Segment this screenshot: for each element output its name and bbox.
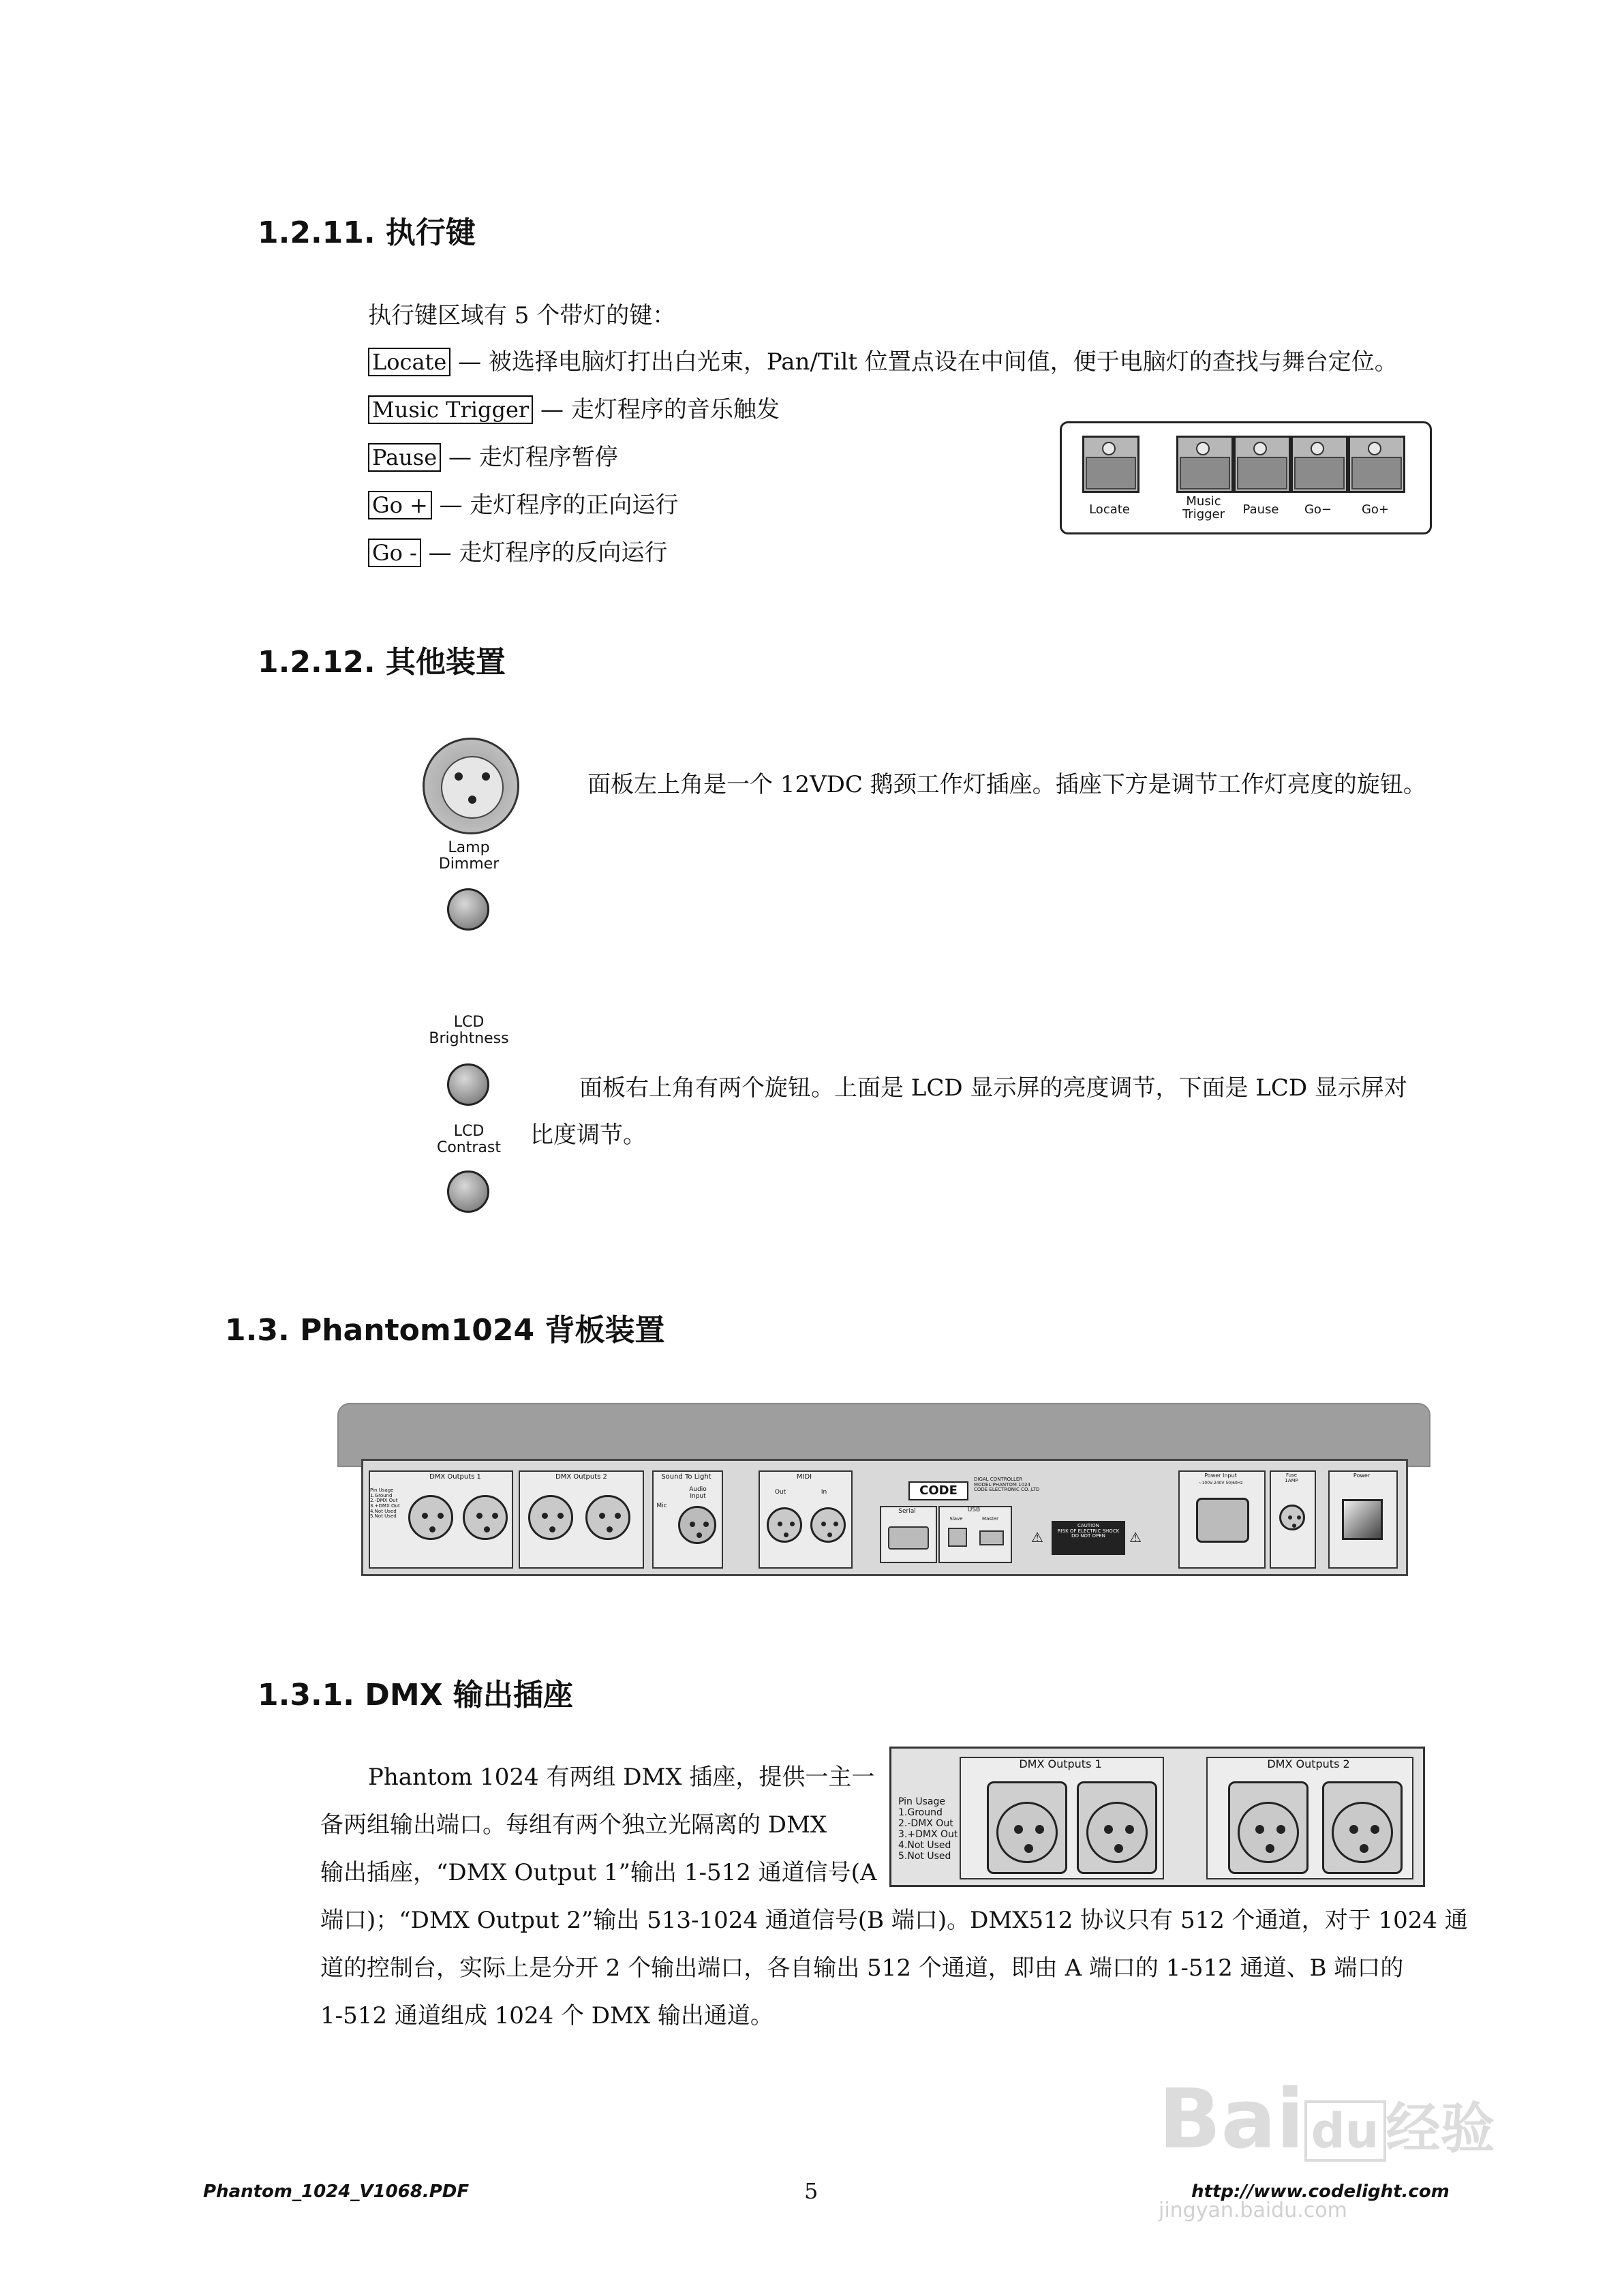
- rear-caution-label: CAUTION RISK OF ELECTRIC SHOCK DO NOT OPEN: [1052, 1521, 1125, 1555]
- item-go-plus: [368, 489, 678, 522]
- pin-icon: [607, 1526, 613, 1532]
- rear-serial-label: Serial: [898, 1508, 916, 1515]
- pin-icon: [557, 1513, 564, 1519]
- rear-fuse-label: Fuse 1AMP: [1285, 1472, 1298, 1483]
- fig-pin-usage: Pin Usage 1.Ground 2.-DMX Out 3.+DMX Out 4.Not Used 5.Not Used: [898, 1796, 958, 1862]
- lamp-dimmer-knob: [447, 888, 489, 931]
- panel-label-go-plus: Go+: [1361, 502, 1390, 517]
- rear-dmx2-label: DMX Outputs 2: [555, 1473, 607, 1481]
- dmx-para-line5: 道的控制台，实际上是分开 2 个输出端口，各自输出 512 个通道，即由 A 端口的 1-512 通道、B 端口的: [320, 1954, 1404, 1982]
- heading-1-3-1: 1.3.1. DMX 输出插座: [258, 1678, 573, 1712]
- lamp-description: 面板左上角是一个 12VDC 鹅颈工作灯插座。插座下方是调节工作灯亮度的旋钮。: [587, 771, 1426, 798]
- pin-icon: [1292, 1524, 1296, 1528]
- key-label-locate: Locate: [368, 348, 450, 376]
- rear-midi-in-label: In: [821, 1489, 827, 1496]
- rear-dmx2a-icon: [528, 1495, 573, 1540]
- panel-label-music-trigger: Music Trigger: [1182, 494, 1225, 522]
- pin-icon: [1266, 1844, 1274, 1853]
- rear-mic-label: Mic: [656, 1502, 667, 1509]
- rear-dmx1-label: DMX Outputs 1: [429, 1473, 481, 1481]
- pin-icon: [1297, 1515, 1301, 1520]
- pin-icon: [1114, 1844, 1123, 1853]
- pin-icon: [1104, 1825, 1113, 1834]
- pin-icon: [778, 1522, 782, 1526]
- rear-model-text: DIGAL CONTROLLER MODEL:PHANTOM 1024 CODE ELECTRONIC CO.,LTD: [974, 1477, 1040, 1493]
- rear-usb-label: USB: [967, 1507, 981, 1513]
- pin-icon: [422, 1513, 428, 1519]
- key-go-plus: [1348, 436, 1405, 493]
- rear-power-switch-icon: [1342, 1499, 1383, 1540]
- pin-icon: [690, 1522, 695, 1527]
- pin-icon: [1024, 1844, 1033, 1853]
- key-label-go-minus: Go -: [368, 539, 421, 567]
- intro-text: 执行键区域有 5 个带灯的键：: [368, 302, 676, 329]
- pin-icon: [1125, 1825, 1134, 1834]
- led-icon: [1311, 442, 1324, 455]
- panel-label-go-minus: Go−: [1304, 502, 1332, 517]
- lcd-brightness-label: LCD Brightness: [429, 1014, 509, 1048]
- fig-dmx1-label: DMX Outputs 1: [1019, 1757, 1102, 1770]
- pin-icon: [549, 1526, 555, 1532]
- pin-icon: [615, 1513, 621, 1519]
- rear-iec-socket-icon: [1196, 1498, 1249, 1543]
- rear-power-spec-label: ~100V-240V 50/60Hz: [1198, 1481, 1243, 1485]
- pin-icon: [438, 1513, 444, 1519]
- heading-1-2-11: 1.2.11. 执行键: [258, 215, 476, 250]
- footer-url: http://www.codelight.com: [1191, 2181, 1450, 2202]
- key-locate: [1082, 436, 1139, 493]
- rear-serial-port-icon: [888, 1526, 929, 1550]
- pin-icon: [784, 1532, 789, 1537]
- rear-midi-label: MIDI: [796, 1473, 812, 1481]
- lcd-brightness-knob: [447, 1063, 489, 1106]
- lcd-description-line2: 比度调节。: [530, 1121, 646, 1149]
- desc-go-minus: — 走灯程序的反向运行: [428, 539, 668, 567]
- key-label-pause: Pause: [368, 443, 441, 472]
- lcd-contrast-label: LCD Contrast: [436, 1123, 501, 1157]
- pin-icon: [1035, 1825, 1044, 1834]
- led-icon: [1253, 442, 1267, 455]
- lcd-contrast-knob: [447, 1170, 489, 1213]
- item-music-trigger: [368, 394, 780, 427]
- dmx-para-line2: 备两组输出端口。每组有两个独立光隔离的 DMX: [320, 1811, 827, 1839]
- rear-midi-out-icon: [767, 1507, 802, 1543]
- pin-icon: [1288, 1515, 1292, 1520]
- rear-pin-usage: Pin Usage 1.Ground 2.-DMX Out 3.+DMX Out 4.Not Used 5.Not Used: [370, 1487, 400, 1520]
- pin-icon: [484, 1526, 490, 1532]
- key-label-go-plus: Go +: [368, 491, 432, 519]
- rear-dmx1b-icon: [463, 1495, 508, 1540]
- pin-icon: [697, 1532, 702, 1538]
- pin-icon: [790, 1522, 795, 1526]
- pin-icon: [492, 1513, 498, 1519]
- pin-icon: [1014, 1825, 1023, 1834]
- footer-page-number: 5: [804, 2178, 818, 2204]
- rear-usb-master-label: Master: [982, 1516, 998, 1522]
- pin-icon: [476, 1513, 483, 1519]
- lcd-description-line1: 面板右上角有两个旋钮。上面是 LCD 显示屏的亮度调节，下面是 LCD 显示屏对: [579, 1074, 1407, 1102]
- pin-icon: [703, 1522, 709, 1527]
- led-icon: [1368, 442, 1381, 455]
- item-pause: [368, 442, 618, 474]
- led-icon: [1196, 442, 1210, 455]
- key-music-trigger: [1176, 436, 1234, 493]
- rear-usb-a-icon: [979, 1530, 1004, 1545]
- desc-go-plus: — 走灯程序的正向运行: [439, 492, 679, 519]
- baidu-watermark: [1159, 2072, 1495, 2167]
- fig-dmx2-label: DMX Outputs 2: [1267, 1757, 1350, 1770]
- heading-1-2-12: 1.2.12. 其他装置: [258, 645, 506, 680]
- pin-icon: [1349, 1825, 1358, 1834]
- pin-icon: [542, 1513, 548, 1519]
- pin-icon: [827, 1532, 832, 1537]
- footer-filename: Phantom_1024_V1068.PDF: [203, 2181, 470, 2202]
- rear-power-label: Power: [1353, 1472, 1371, 1479]
- rear-audio-jack-icon: [678, 1506, 716, 1544]
- watermark-url: jingyan.baidu.com: [1159, 2199, 1347, 2222]
- rear-panel-top: [337, 1403, 1430, 1467]
- pin-icon: [599, 1513, 605, 1519]
- rear-fuse-icon: [1279, 1505, 1305, 1530]
- execute-keys-figure: [1060, 421, 1432, 534]
- rear-code-logo: CODE: [908, 1481, 968, 1500]
- rear-midi-out-label: Out: [774, 1489, 786, 1496]
- dmx-para-line1: Phantom 1024 有两组 DMX 插座，提供一主一: [368, 1764, 875, 1791]
- pin-icon: [833, 1522, 838, 1526]
- warning-icon-left: ⚠: [1031, 1529, 1043, 1545]
- dmx-para-line3: 输出插座，“DMX Output 1”输出 1-512 通道信号(A: [320, 1859, 877, 1886]
- rear-power-input-label: Power Input: [1204, 1472, 1237, 1479]
- warning-icon-right: ⚠: [1129, 1529, 1142, 1545]
- rear-panel-figure: [361, 1459, 1408, 1576]
- led-icon: [1102, 442, 1116, 455]
- rear-dmx2b-icon: [585, 1495, 630, 1540]
- fig-dmx1a-icon: [996, 1802, 1058, 1863]
- panel-label-locate: Locate: [1089, 502, 1130, 517]
- pin-icon: [1371, 1825, 1379, 1834]
- rear-sound-label: Sound To Light: [661, 1473, 711, 1481]
- desc-music-trigger: — 走灯程序的音乐触发: [540, 396, 780, 423]
- pin-icon: [1360, 1844, 1368, 1853]
- fig-dmx2b-icon: [1332, 1802, 1393, 1863]
- rear-usb-slave-label: Slave: [949, 1516, 963, 1522]
- pin-icon: [821, 1522, 826, 1526]
- rear-midi-in-icon: [810, 1507, 846, 1543]
- dmx-outputs-figure: [889, 1747, 1425, 1887]
- lamp-dimmer-label: Lamp Dimmer: [438, 839, 500, 873]
- heading-1-3: 1.3. Phantom1024 背板装置: [225, 1313, 665, 1348]
- lamp-socket-icon: [423, 738, 519, 834]
- rear-audio-label: Audio Input: [689, 1486, 707, 1500]
- rear-usb-b-icon: [948, 1528, 967, 1547]
- dmx-para-line4: 端口)；“DMX Output 2”输出 513-1024 通道信号(B 端口)。DMX512 协议只有 512 个通道，对于 1024 通: [320, 1907, 1468, 1934]
- key-label-music-trigger: Music Trigger: [368, 395, 533, 424]
- watermark-jingyan: 经验: [1386, 2097, 1495, 2160]
- dmx-para-line6: 1-512 通道组成 1024 个 DMX 输出通道。: [320, 2002, 774, 2029]
- watermark-brand: Bai: [1159, 2072, 1304, 2167]
- desc-pause: — 走灯程序暂停: [448, 444, 618, 471]
- pin-icon: [1255, 1825, 1264, 1834]
- panel-label-pause: Pause: [1242, 502, 1279, 517]
- pin-icon: [1276, 1825, 1285, 1834]
- key-pause: [1234, 436, 1291, 493]
- item-go-minus: [368, 537, 667, 570]
- desc-locate: — 被选择电脑灯打出白光束，Pan/Tilt 位置点设在中间值，便于电脑灯的查找与舞台定位。: [458, 348, 1398, 376]
- item-locate: [368, 346, 1398, 379]
- key-go-minus: [1291, 436, 1348, 493]
- pin-icon: [429, 1526, 435, 1532]
- fig-dmx2a-icon: [1238, 1802, 1299, 1863]
- watermark-du: du: [1304, 2100, 1386, 2162]
- rear-dmx1a-icon: [408, 1495, 453, 1540]
- fig-dmx1b-icon: [1086, 1802, 1148, 1863]
